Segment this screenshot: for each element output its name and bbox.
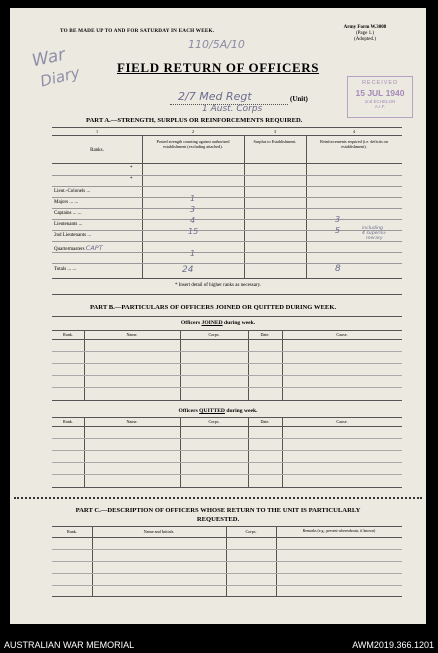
quitted-col-date: Date. xyxy=(260,419,270,424)
part-c-separator xyxy=(14,497,422,499)
joined-vline-3 xyxy=(248,330,249,400)
part-c-title xyxy=(40,506,396,524)
rank-dots: ... xyxy=(78,222,83,227)
rank-dots: ... xyxy=(74,200,79,205)
posted-majors: 3 xyxy=(190,205,196,214)
joined-title xyxy=(10,320,426,326)
joined-vline-1 xyxy=(84,330,85,400)
joined-vline-4 xyxy=(282,330,283,400)
quitted-row-rule-3 xyxy=(52,462,402,463)
joined-col-corps: Corps. xyxy=(208,332,220,337)
joined-col-date: Date. xyxy=(260,332,270,337)
stamp-date: 15 JUL 1940 xyxy=(355,88,405,98)
joined-bottom-rule xyxy=(52,400,402,401)
joined-vline-2 xyxy=(180,330,181,400)
rank-rule-8 xyxy=(52,252,402,253)
reinf-lieutenants: 5 xyxy=(335,226,341,235)
quitted-vline-1 xyxy=(84,417,85,487)
rank-majors xyxy=(54,200,78,205)
quitted-title xyxy=(10,408,426,414)
quitted-title-post: during week. xyxy=(224,408,258,414)
posted-lieut-colonels: 1 xyxy=(190,194,196,203)
col-header-reinforcements: Reinforcements required (i.e. deficits on establishment). xyxy=(320,139,388,149)
rank-captains xyxy=(54,211,82,216)
reinf-note-line-2: 4 supernu- xyxy=(362,231,387,236)
col-header-surplus: Surplus to Establishment. xyxy=(253,139,297,144)
stamp-label: RECEIVED xyxy=(361,80,399,86)
rank-rule-6 xyxy=(52,230,402,231)
rank-rule-4 xyxy=(52,208,402,209)
part-a-bottom-rule xyxy=(52,278,402,279)
rank-lieut-colonels xyxy=(54,189,90,194)
col-num-rule xyxy=(52,135,402,136)
posted-captains: 4 xyxy=(190,216,196,225)
form-number-block xyxy=(330,25,400,43)
rank-row-star-1: * xyxy=(130,166,133,171)
joined-row-rule-1 xyxy=(52,351,402,352)
part-b-top-rule xyxy=(52,316,402,317)
quitted-vline-4 xyxy=(282,417,283,487)
rank-rule-5 xyxy=(52,219,402,220)
rank-rule-7 xyxy=(52,241,402,242)
joined-col-name: Name. xyxy=(126,332,138,337)
rank-rule-9 xyxy=(52,263,402,264)
rank-label: 2nd Lieutenants xyxy=(54,233,87,238)
joined-title-word: JOINED xyxy=(201,320,223,326)
rank-quartermasters xyxy=(54,244,103,252)
part-a-vline-3 xyxy=(306,135,307,278)
part-c-row-rule-1 xyxy=(52,549,402,550)
footer-source: AUSTRALIAN WAR MEMORIAL xyxy=(4,640,135,650)
totals-label xyxy=(54,267,76,272)
stamp-line4: A.I.F. xyxy=(374,104,386,109)
col-num-2: 2 xyxy=(191,129,195,134)
rank-lieutenants xyxy=(54,222,82,227)
quitted-row-rule-1 xyxy=(52,438,402,439)
part-c-title-line-2: REQUESTED. xyxy=(196,516,240,523)
rank-dots: ... xyxy=(72,211,77,216)
rank-label: Captains xyxy=(54,211,72,216)
reinf-note-line-1: including xyxy=(362,226,383,231)
rank-dots: ... xyxy=(87,233,92,238)
rank-label: Majors xyxy=(54,200,69,205)
form-page: (Page 1.) xyxy=(355,31,375,36)
joined-title-post: during week. xyxy=(222,320,256,326)
part-c-row-rule-2 xyxy=(52,561,402,562)
rank-2nd-lieutenants xyxy=(54,233,91,238)
quitted-vline-2 xyxy=(180,417,181,487)
footer-accession: AWM2019.366.1201 xyxy=(352,640,434,650)
quitted-title-pre: Officers xyxy=(178,408,200,414)
reinf-note-line-3: merary xyxy=(366,236,383,241)
rank-dots: ... xyxy=(69,200,74,205)
quitted-col-corps: Corps. xyxy=(208,419,220,424)
rank-dots: ... xyxy=(86,189,91,194)
col-num-1: 1 xyxy=(95,129,99,134)
part-c-row-rule-3 xyxy=(52,573,402,574)
joined-title-pre: Officers xyxy=(180,320,202,326)
col-num-3: 3 xyxy=(273,129,277,134)
posted-quartermasters: 1 xyxy=(190,249,196,258)
rank-dots: ... xyxy=(67,267,72,272)
part-a-vline-2 xyxy=(244,135,245,278)
rank-label: Lieutenants xyxy=(54,222,78,227)
part-c-row-rule-4 xyxy=(52,585,402,586)
quitted-bottom-rule xyxy=(52,487,402,488)
received-stamp xyxy=(347,76,413,118)
quitted-title-word: QUITTED xyxy=(199,408,225,414)
header-instruction: TO BE MADE UP TO AND FOR SATURDAY IN EACH WEEK. xyxy=(60,28,215,34)
part-c-col-corps: Corps. xyxy=(245,529,257,534)
rank-rule-2 xyxy=(52,186,402,187)
part-c-col-name: Name and Initials. xyxy=(143,529,175,534)
document-page xyxy=(10,8,426,624)
quitted-col-cause: Cause. xyxy=(336,419,348,424)
form-number: Army Form W.3008 xyxy=(343,25,387,30)
part-c-header-rule xyxy=(52,537,402,538)
joined-title-rule xyxy=(52,330,402,331)
totals-posted: 24 xyxy=(182,265,194,275)
joined-row-rule-4 xyxy=(52,387,402,388)
quitted-col-rank: Rank. xyxy=(63,419,73,424)
totals-reinforcements: 8 xyxy=(335,264,341,274)
quitted-col-name: Name. xyxy=(126,419,138,424)
part-c-col-remarks: Remarks (e.g., present whereabouts, if known) xyxy=(302,529,376,533)
rank-dots: ... xyxy=(77,211,82,216)
rank-label: Quartermasters xyxy=(54,247,85,252)
unit-label: (Unit) xyxy=(290,95,308,103)
part-a-title: PART A.—STRENGTH, SURPLUS OR REINFORCEMENTS REQUIRED. xyxy=(86,117,303,124)
quitted-vline-3 xyxy=(248,417,249,487)
margin-note-war: War xyxy=(30,44,68,72)
quitted-row-rule-2 xyxy=(52,450,402,451)
joined-row-rule-2 xyxy=(52,363,402,364)
corps-handwritten: 1 Aust. Corps xyxy=(202,104,263,114)
part-a-footnote-rule xyxy=(52,294,402,295)
quitted-title-rule xyxy=(52,417,402,418)
stamp-line3: 2nd ECHELON xyxy=(364,99,396,104)
part-c-bottom-rule xyxy=(52,596,402,597)
reinf-note xyxy=(362,226,387,241)
file-reference: 110/5A/10 xyxy=(188,38,245,51)
part-c-col-rank: Rank. xyxy=(67,529,77,534)
qm-handwritten: CAPT xyxy=(85,244,103,252)
margin-note-diary: Diary xyxy=(38,63,82,91)
totals-text: Totals xyxy=(54,267,67,272)
col-header-rule xyxy=(52,163,402,164)
part-a-top-rule xyxy=(52,127,402,128)
quitted-header-rule xyxy=(52,426,402,427)
joined-header-rule xyxy=(52,339,402,340)
posted-lieutenants: 15 xyxy=(188,227,199,236)
part-a-vline-1 xyxy=(142,135,143,278)
col-num-4: 4 xyxy=(352,129,356,134)
part-c-title-line-1: PART C.—DESCRIPTION OF OFFICERS WHOSE RETURN TO THE UNIT IS PARTICULARLY xyxy=(75,507,361,514)
page-title: FIELD RETURN OF OFFICERS xyxy=(116,60,320,75)
rank-label: Lieut.-Colonels xyxy=(54,189,86,194)
form-adopted: (Adopted.) xyxy=(354,37,376,42)
part-b-title: PART B.—PARTICULARS OF OFFICERS JOINED OR QUITTED DURING WEEK. xyxy=(90,304,337,311)
joined-col-rank: Rank. xyxy=(63,332,73,337)
col-header-posted: Posted strength counting against authorized establishment (excluding attached). xyxy=(156,139,230,149)
reinf-captains: 3 xyxy=(335,215,341,224)
rank-rule-3 xyxy=(52,197,402,198)
rank-row-star-2: * xyxy=(130,177,133,182)
joined-row-rule-3 xyxy=(52,375,402,376)
rank-rule-1 xyxy=(52,175,402,176)
unit-handwritten: 2/7 Med Regt xyxy=(178,90,252,103)
part-c-top-rule xyxy=(52,526,402,527)
col-header-ranks: Ranks. xyxy=(90,148,104,153)
part-a-footnote: * Insert detail of higher ranks as necessary. xyxy=(174,283,262,288)
joined-col-cause: Cause. xyxy=(336,332,348,337)
quitted-row-rule-4 xyxy=(52,474,402,475)
rank-dots: ... xyxy=(72,267,77,272)
